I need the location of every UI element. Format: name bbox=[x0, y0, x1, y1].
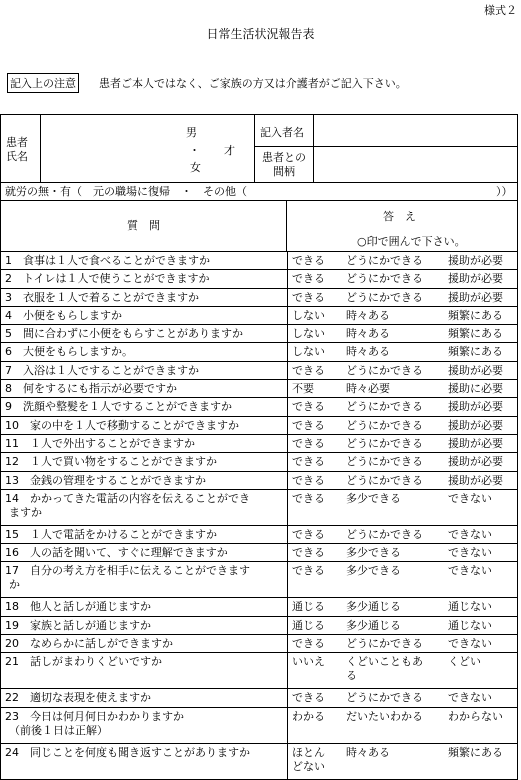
question-cell bbox=[1, 453, 288, 471]
answer-option[interactable]: できる bbox=[292, 546, 325, 560]
question-text: 1 食事は１人で食べることができますか bbox=[5, 254, 210, 267]
answer-option[interactable]: できる bbox=[292, 527, 325, 541]
table-row bbox=[1, 525, 518, 543]
answer-cell bbox=[288, 434, 518, 452]
question-cell bbox=[1, 252, 288, 270]
answer-option[interactable]: 時々ある bbox=[346, 308, 390, 322]
answer-option[interactable]: 援助が必要 bbox=[448, 418, 503, 432]
answer-option[interactable]: 援助に必要 bbox=[448, 382, 503, 396]
answer-option[interactable]: わかる bbox=[292, 709, 325, 723]
question-text: 12 １人で買い物をすることができますか bbox=[5, 455, 217, 469]
answer-cell bbox=[288, 416, 518, 434]
question-cell bbox=[1, 306, 288, 324]
table-row bbox=[1, 380, 518, 398]
question-text: 6 大便をもらしますか。 bbox=[5, 345, 133, 359]
note-label: 記入上の注意 bbox=[7, 73, 79, 93]
answer-option[interactable]: 援助が必要 bbox=[448, 473, 503, 487]
writer-name-field[interactable] bbox=[314, 115, 517, 145]
answer-cell bbox=[288, 562, 518, 598]
question-text: 14 かかってきた電話の内容を伝えることができ bbox=[5, 491, 250, 505]
question-text: 2 トイレは１人で使うことができますか bbox=[5, 272, 210, 286]
answer-option[interactable]: できない bbox=[448, 564, 492, 578]
form-number: 様式２ bbox=[484, 4, 517, 17]
question-text: 11 １人で外出することができますか bbox=[5, 436, 195, 450]
question-cell bbox=[1, 380, 288, 398]
answer-option[interactable]: だいたいわかる bbox=[346, 709, 423, 723]
answer-option[interactable]: 通じない bbox=[448, 600, 492, 614]
table-row bbox=[1, 252, 518, 270]
table-row bbox=[1, 361, 518, 379]
table-row bbox=[1, 434, 518, 452]
question-cell bbox=[1, 325, 288, 343]
question-text: 3 衣服を１人で着ることができますか bbox=[5, 290, 199, 304]
table-row bbox=[1, 416, 518, 434]
answer-cell bbox=[288, 544, 518, 562]
answer-cell bbox=[288, 689, 518, 707]
question-cell bbox=[1, 361, 288, 379]
answer-option[interactable]: どうにかできる bbox=[346, 527, 423, 541]
answer-option[interactable]: できる bbox=[292, 290, 325, 304]
sex-separator: ・ bbox=[189, 144, 200, 157]
table-row bbox=[1, 398, 518, 416]
question-cell bbox=[1, 635, 288, 653]
answer-cell bbox=[288, 306, 518, 324]
answer-option[interactable]: 通じる bbox=[292, 618, 325, 632]
answer-option[interactable]: 多少通じる bbox=[346, 600, 401, 614]
question-text: 24 同じことを何度も聞き返すことがありますか bbox=[5, 745, 250, 759]
answer-option[interactable]: できる bbox=[292, 564, 325, 578]
answer-cell bbox=[288, 343, 518, 361]
answer-instruction: ○印で囲んで下さい。 bbox=[357, 235, 466, 248]
question-text: 8 何をするにも指示が必要ですか bbox=[5, 382, 177, 396]
answer-option[interactable]: できる bbox=[292, 473, 325, 487]
table-row bbox=[1, 743, 518, 779]
question-text: 13 金銭の管理をすることができますか bbox=[5, 473, 206, 487]
answer-option[interactable]: できる bbox=[292, 491, 325, 505]
question-cell bbox=[1, 270, 288, 288]
answer-option[interactable]: どうにかできる bbox=[346, 290, 423, 304]
employment-close: ）） bbox=[496, 185, 513, 198]
answer-option[interactable]: 援助が必要 bbox=[448, 254, 503, 267]
question-text: 5 間に合わずに小便をもらすことがありますか bbox=[5, 327, 243, 341]
question-text: 9 洗顔や整髪を１人ですることができますか bbox=[5, 400, 232, 414]
answer-option[interactable]: どうにかできる bbox=[346, 363, 423, 377]
question-cell bbox=[1, 288, 288, 306]
answer-option[interactable]: できる bbox=[292, 254, 325, 267]
answer-option[interactable]: 多少通じる bbox=[346, 618, 401, 632]
answer-option[interactable]: どうにかできる bbox=[346, 455, 423, 469]
employment-text[interactable]: 就労の無・有（ 元の職場に復帰 ・ その他（ bbox=[5, 185, 247, 198]
answer-option[interactable]: 援助が必要 bbox=[448, 436, 503, 450]
answer-option[interactable]: 不要 bbox=[292, 382, 314, 396]
question-text: 16 人の話を聞いて、すぐに理解できますか bbox=[5, 546, 228, 560]
answer-option[interactable]: 時々ある bbox=[346, 745, 390, 759]
answer-option[interactable]: どうにかできる bbox=[346, 418, 423, 432]
sex-female-option[interactable]: 女 bbox=[190, 161, 201, 174]
answer-option[interactable]: 多少できる bbox=[346, 491, 401, 505]
table-row bbox=[1, 306, 518, 324]
table-row bbox=[1, 343, 518, 361]
patient-name-label: 患者 氏名 bbox=[6, 136, 28, 163]
question-cell bbox=[1, 434, 288, 452]
answer-cell bbox=[288, 707, 518, 743]
question-text-continued: か bbox=[9, 578, 20, 592]
answer-cell bbox=[288, 616, 518, 634]
answer-option[interactable]: しない bbox=[292, 327, 325, 341]
question-cell bbox=[1, 653, 288, 689]
table-row bbox=[1, 544, 518, 562]
question-text: 7 入浴は１人ですることができますか bbox=[5, 363, 199, 377]
answer-option[interactable]: くどいこともあ る bbox=[346, 655, 423, 683]
table-row bbox=[1, 653, 518, 689]
table-row bbox=[1, 598, 518, 616]
answer-cell bbox=[288, 635, 518, 653]
answer-option[interactable]: どうにかできる bbox=[346, 254, 423, 267]
answer-cell bbox=[288, 288, 518, 306]
answer-option[interactable]: 多少できる bbox=[346, 564, 401, 578]
answer-option[interactable]: できる bbox=[292, 363, 325, 377]
age-unit-label: 才 bbox=[224, 144, 235, 157]
question-cell bbox=[1, 544, 288, 562]
answer-option[interactable]: いいえ bbox=[292, 655, 325, 669]
answer-option[interactable]: 時々ある bbox=[346, 327, 390, 341]
answer-option[interactable]: できない bbox=[448, 546, 492, 560]
table-row bbox=[1, 616, 518, 634]
answer-option[interactable]: くどい bbox=[448, 655, 481, 669]
answer-cell bbox=[288, 398, 518, 416]
answer-option[interactable]: できる bbox=[292, 418, 325, 432]
answer-cell bbox=[288, 453, 518, 471]
question-cell bbox=[1, 398, 288, 416]
question-cell bbox=[1, 562, 288, 598]
table-row bbox=[1, 325, 518, 343]
patient-name-field[interactable] bbox=[41, 115, 181, 182]
table-row bbox=[1, 270, 518, 288]
answer-option[interactable]: できる bbox=[292, 272, 325, 286]
table-row bbox=[1, 453, 518, 471]
answer-cell bbox=[288, 471, 518, 489]
answer-cell bbox=[288, 252, 518, 270]
question-text: 17 自分の考え方を相手に伝えることができます bbox=[5, 564, 250, 578]
table-row bbox=[1, 288, 518, 306]
answer-cell bbox=[288, 525, 518, 543]
question-text: 10 家の中を１人で移動することができますか bbox=[5, 418, 239, 432]
answer-option[interactable]: どうにかできる bbox=[346, 473, 423, 487]
question-text: 20 なめらかに話しができますか bbox=[5, 637, 173, 651]
question-text: 4 小便をもらしますか bbox=[5, 308, 122, 322]
answer-option[interactable]: どうにかできる bbox=[346, 691, 423, 705]
question-text: 23 今日は何月何日かわかりますか bbox=[5, 709, 184, 723]
question-text-continued: ますか bbox=[9, 505, 42, 519]
document-title: 日常生活状況報告表 bbox=[206, 27, 315, 41]
table-row bbox=[1, 707, 518, 743]
answer-option[interactable]: できない bbox=[448, 491, 492, 505]
answer-option[interactable]: どうにかできる bbox=[346, 637, 423, 651]
answer-option[interactable]: できる bbox=[292, 436, 325, 450]
answer-option[interactable]: 援助が必要 bbox=[448, 400, 503, 414]
answer-option[interactable]: 援助が必要 bbox=[448, 363, 503, 377]
question-text: 19 家族と話しが通じますか bbox=[5, 618, 151, 632]
answer-option[interactable]: 頻繁にある bbox=[448, 345, 503, 359]
question-cell bbox=[1, 743, 288, 779]
question-text: 18 他人と話しが通じますか bbox=[5, 600, 151, 614]
answer-option[interactable]: 頻繁にある bbox=[448, 745, 503, 759]
answer-cell bbox=[288, 489, 518, 525]
answer-option[interactable]: できない bbox=[448, 527, 492, 541]
answer-option[interactable]: 援助が必要 bbox=[448, 290, 503, 304]
answer-cell bbox=[288, 270, 518, 288]
answer-cell bbox=[288, 743, 518, 779]
answer-option[interactable]: 援助が必要 bbox=[448, 272, 503, 286]
table-row bbox=[1, 471, 518, 489]
question-header: 質 問 bbox=[127, 219, 160, 232]
question-text: 22 適切な表現を使えますか bbox=[5, 691, 151, 705]
question-cell bbox=[1, 598, 288, 616]
question-cell bbox=[1, 343, 288, 361]
answer-option[interactable]: できる bbox=[292, 455, 325, 469]
answer-option[interactable]: しない bbox=[292, 345, 325, 359]
sex-male-option[interactable]: 男 bbox=[186, 126, 197, 139]
question-cell bbox=[1, 616, 288, 634]
answer-cell bbox=[288, 380, 518, 398]
answer-option[interactable]: どうにかできる bbox=[346, 272, 423, 286]
answer-option[interactable]: 多少できる bbox=[346, 546, 401, 560]
writer-name-label: 記入者名 bbox=[260, 126, 304, 139]
relation-label: 患者との 間柄 bbox=[262, 151, 306, 178]
answer-option[interactable]: 通じる bbox=[292, 600, 325, 614]
table-row bbox=[1, 689, 518, 707]
question-cell bbox=[1, 416, 288, 434]
question-cell bbox=[1, 707, 288, 743]
question-text: 15 １人で電話をかけることができますか bbox=[5, 527, 217, 541]
answer-option[interactable]: できる bbox=[292, 637, 325, 651]
table-row bbox=[1, 635, 518, 653]
question-text: 21 話しがまわりくどいですか bbox=[5, 655, 162, 669]
answer-option[interactable]: 頻繁にある bbox=[448, 327, 503, 341]
answer-cell bbox=[288, 361, 518, 379]
answer-option[interactable]: しない bbox=[292, 308, 325, 322]
question-text-continued: （前後１日は正解） bbox=[9, 723, 108, 737]
question-cell bbox=[1, 525, 288, 543]
answer-option[interactable]: できる bbox=[292, 400, 325, 414]
table-row bbox=[1, 489, 518, 525]
answer-option[interactable]: どうにかできる bbox=[346, 436, 423, 450]
question-table bbox=[0, 251, 518, 780]
answer-header: 答 え bbox=[383, 210, 416, 223]
answer-option[interactable]: できる bbox=[292, 691, 325, 705]
note-text: 患者ご本人ではなく、ご家族の方又は介護者がご記入下さい。 bbox=[99, 77, 407, 90]
answer-option[interactable]: できない bbox=[448, 691, 492, 705]
answer-option[interactable]: 頻繁にある bbox=[448, 308, 503, 322]
answer-option[interactable]: 援助が必要 bbox=[448, 455, 503, 469]
answer-cell bbox=[288, 325, 518, 343]
answer-option[interactable]: できない bbox=[448, 637, 492, 651]
answer-cell bbox=[288, 653, 518, 689]
answer-cell bbox=[288, 598, 518, 616]
question-cell bbox=[1, 489, 288, 525]
answer-option[interactable]: 通じない bbox=[448, 618, 492, 632]
answer-option[interactable]: ほとん どない bbox=[292, 745, 325, 773]
question-cell bbox=[1, 471, 288, 489]
answer-option[interactable]: 時々ある bbox=[346, 345, 390, 359]
relation-field[interactable] bbox=[314, 147, 517, 182]
answer-option[interactable]: わからない bbox=[448, 709, 503, 723]
question-cell bbox=[1, 689, 288, 707]
table-row bbox=[1, 562, 518, 598]
answer-option[interactable]: どうにかできる bbox=[346, 400, 423, 414]
answer-option[interactable]: 時々必要 bbox=[346, 382, 390, 396]
